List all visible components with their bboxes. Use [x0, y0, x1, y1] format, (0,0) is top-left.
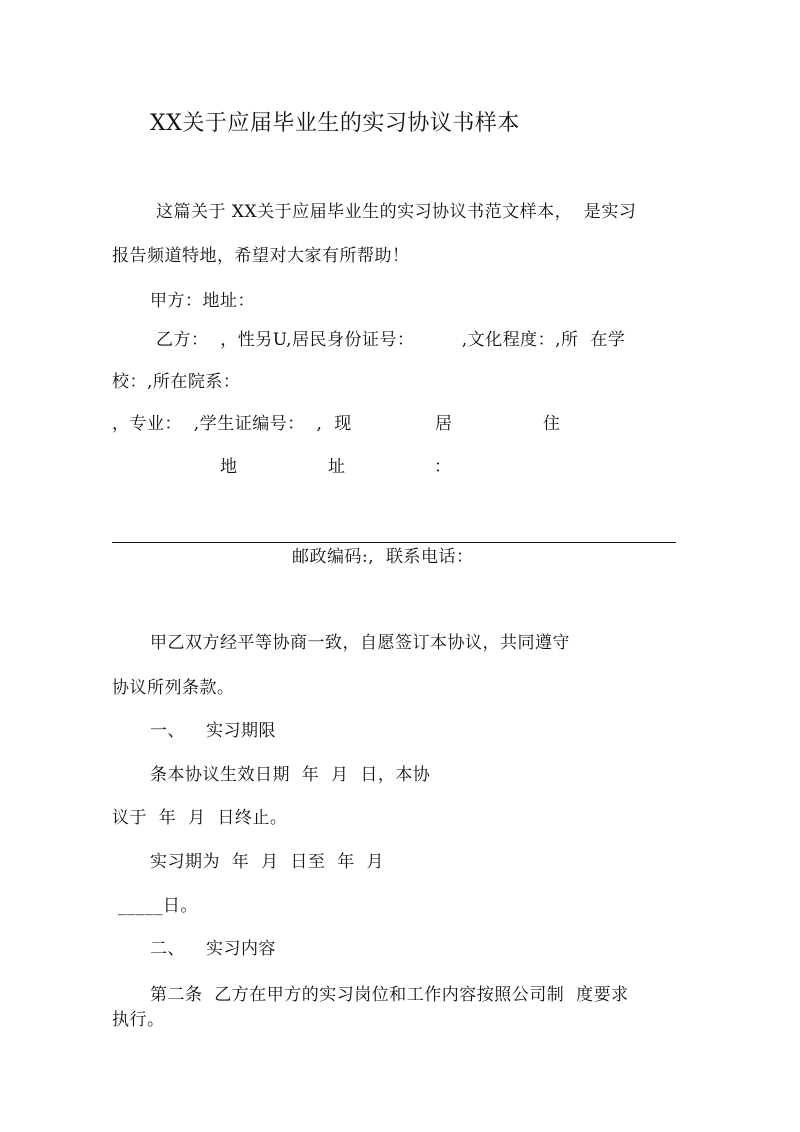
party-a-line: 甲方：地址：	[150, 291, 255, 311]
document-title: XX关于应届毕业生的实习协议书样本	[150, 111, 520, 136]
party-b-line-3: ，专业： ,学生证编号： , 现	[112, 414, 352, 434]
section-1-heading: 实习期限	[206, 721, 276, 741]
party-b-line-1: 乙方： ，性另U,居民身份证号： ,文化程度：,所 在学	[156, 330, 626, 350]
term-line-1: 条本协议生效日期 年 月 日，本协	[150, 765, 431, 785]
party-b-residence-zhu: 住	[543, 414, 561, 434]
address-label-colon: ：	[434, 457, 452, 477]
section-2-number: 二、	[150, 939, 185, 959]
section-1-number: 一、	[150, 721, 185, 741]
address-label-di: 地	[220, 457, 238, 477]
intro-line-1: 这篇关于 XX关于应届毕业生的实习协议书范文样本， 是实习	[156, 202, 637, 222]
postal-contact-line: 邮政编码:, 联系电话：	[292, 547, 474, 567]
agreement-line-2: 协议所列条款。	[112, 678, 235, 698]
term-line-3: 实习期为 年 月 日至 年 月	[150, 852, 385, 872]
section-2-heading: 实习内容	[206, 939, 276, 959]
party-b-residence-ju: 居	[435, 414, 453, 434]
clause-2-line-1: 第二条 乙方在甲方的实习岗位和工作内容按照公司制 度要求	[150, 985, 629, 1005]
intro-line-2: 报告频道特地，希望对大家有所帮助！	[112, 246, 410, 266]
address-label-zhi: 址	[328, 457, 346, 477]
agreement-line-1: 甲乙双方经平等协商一致，自愿签订本协议，共同遵守	[150, 633, 570, 653]
term-line-4: _____日。	[112, 896, 198, 916]
term-line-2: 议于 年 月 日终止。	[112, 808, 288, 828]
address-underline	[112, 542, 676, 543]
party-b-line-2: 校：,所在院系：	[112, 372, 241, 392]
clause-2-line-2: 执行。	[112, 1010, 165, 1030]
